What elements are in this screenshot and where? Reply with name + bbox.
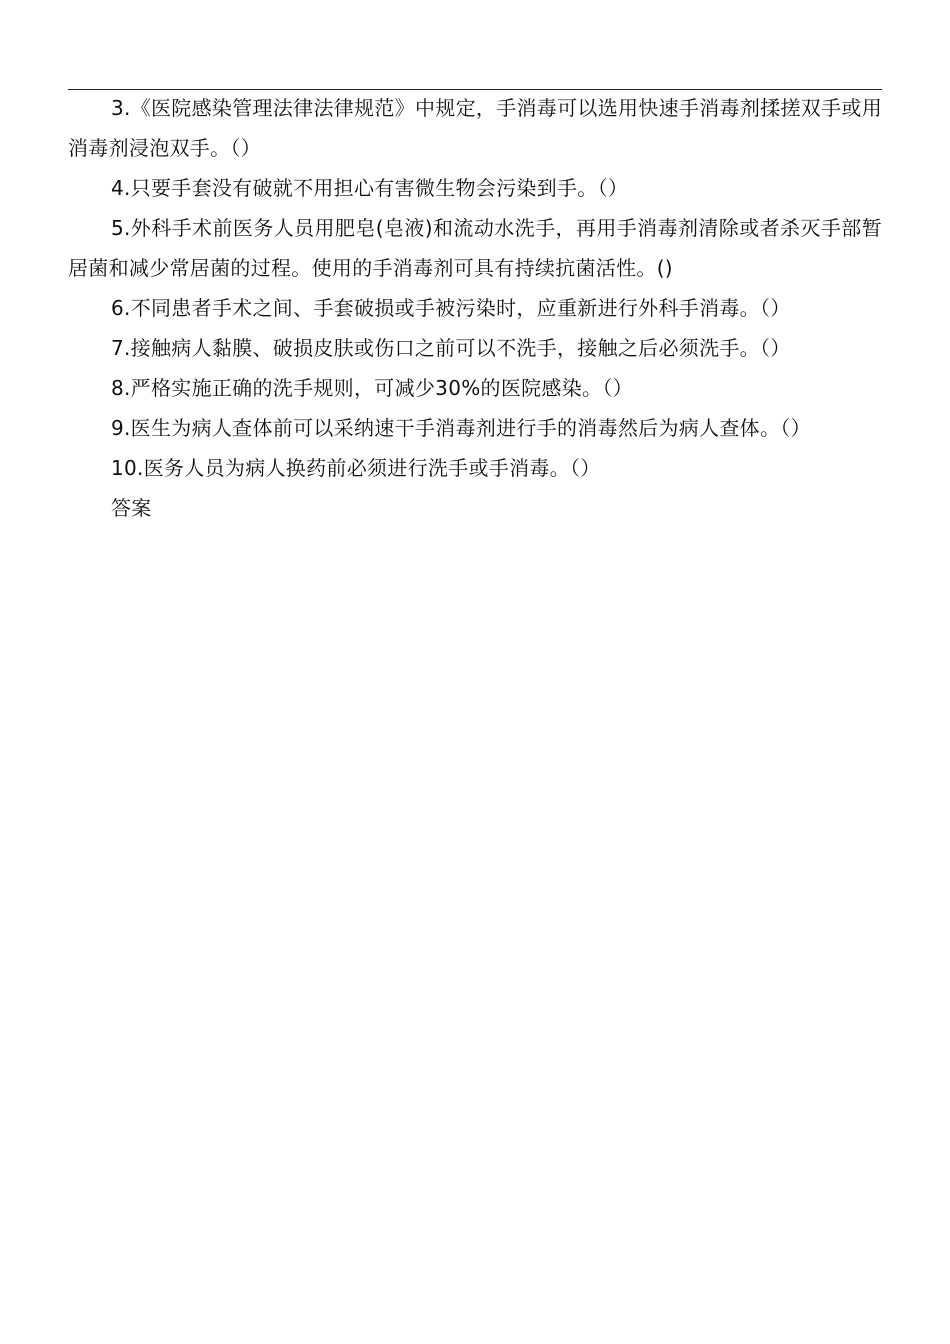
- question-item-7: [68, 328, 882, 368]
- question-text: 8.严格实施正确的洗手规则，可减少30%的医院感染。（）: [111, 376, 633, 400]
- question-item-4: [68, 168, 882, 208]
- question-item-6: [68, 288, 882, 328]
- question-item-9: [68, 408, 882, 448]
- question-text: 4.只要手套没有破就不用担心有害微生物会污染到手。（）: [111, 176, 629, 200]
- answer-heading: [68, 488, 882, 528]
- question-text: 6.不同患者手术之间、手套破损或手被污染时，应重新进行外科手消毒。（）: [111, 296, 791, 320]
- question-text: 7.接触病人黏膜、破损皮肤或伤口之前可以不洗手，接触之后必须洗手。（）: [111, 336, 791, 360]
- answer-heading-text: 答案: [111, 496, 152, 520]
- question-text: 10.医务人员为病人换药前必须进行洗手或手消毒。（）: [111, 456, 601, 480]
- question-text: 5.外科手术前医务人员用肥皂(皂液)和流动水洗手，再用手消毒剂清除或者杀灭手部暂居菌和减少常居菌的过程。使用的手消毒剂可具有持续抗菌活性。(): [68, 216, 882, 280]
- question-item-5: [68, 208, 882, 288]
- question-item-8: [68, 368, 882, 408]
- question-item-3: [68, 88, 882, 168]
- question-item-10: [68, 448, 882, 488]
- question-text: 3.《医院感染管理法律法律规范》中规定，手消毒可以选用快速手消毒剂揉搓双手或用消毒剂浸泡双手。（）: [68, 96, 882, 160]
- question-text: 9.医生为病人查体前可以采纳速干手消毒剂进行手的消毒然后为病人查体。（）: [111, 416, 811, 440]
- question-list: [68, 88, 882, 528]
